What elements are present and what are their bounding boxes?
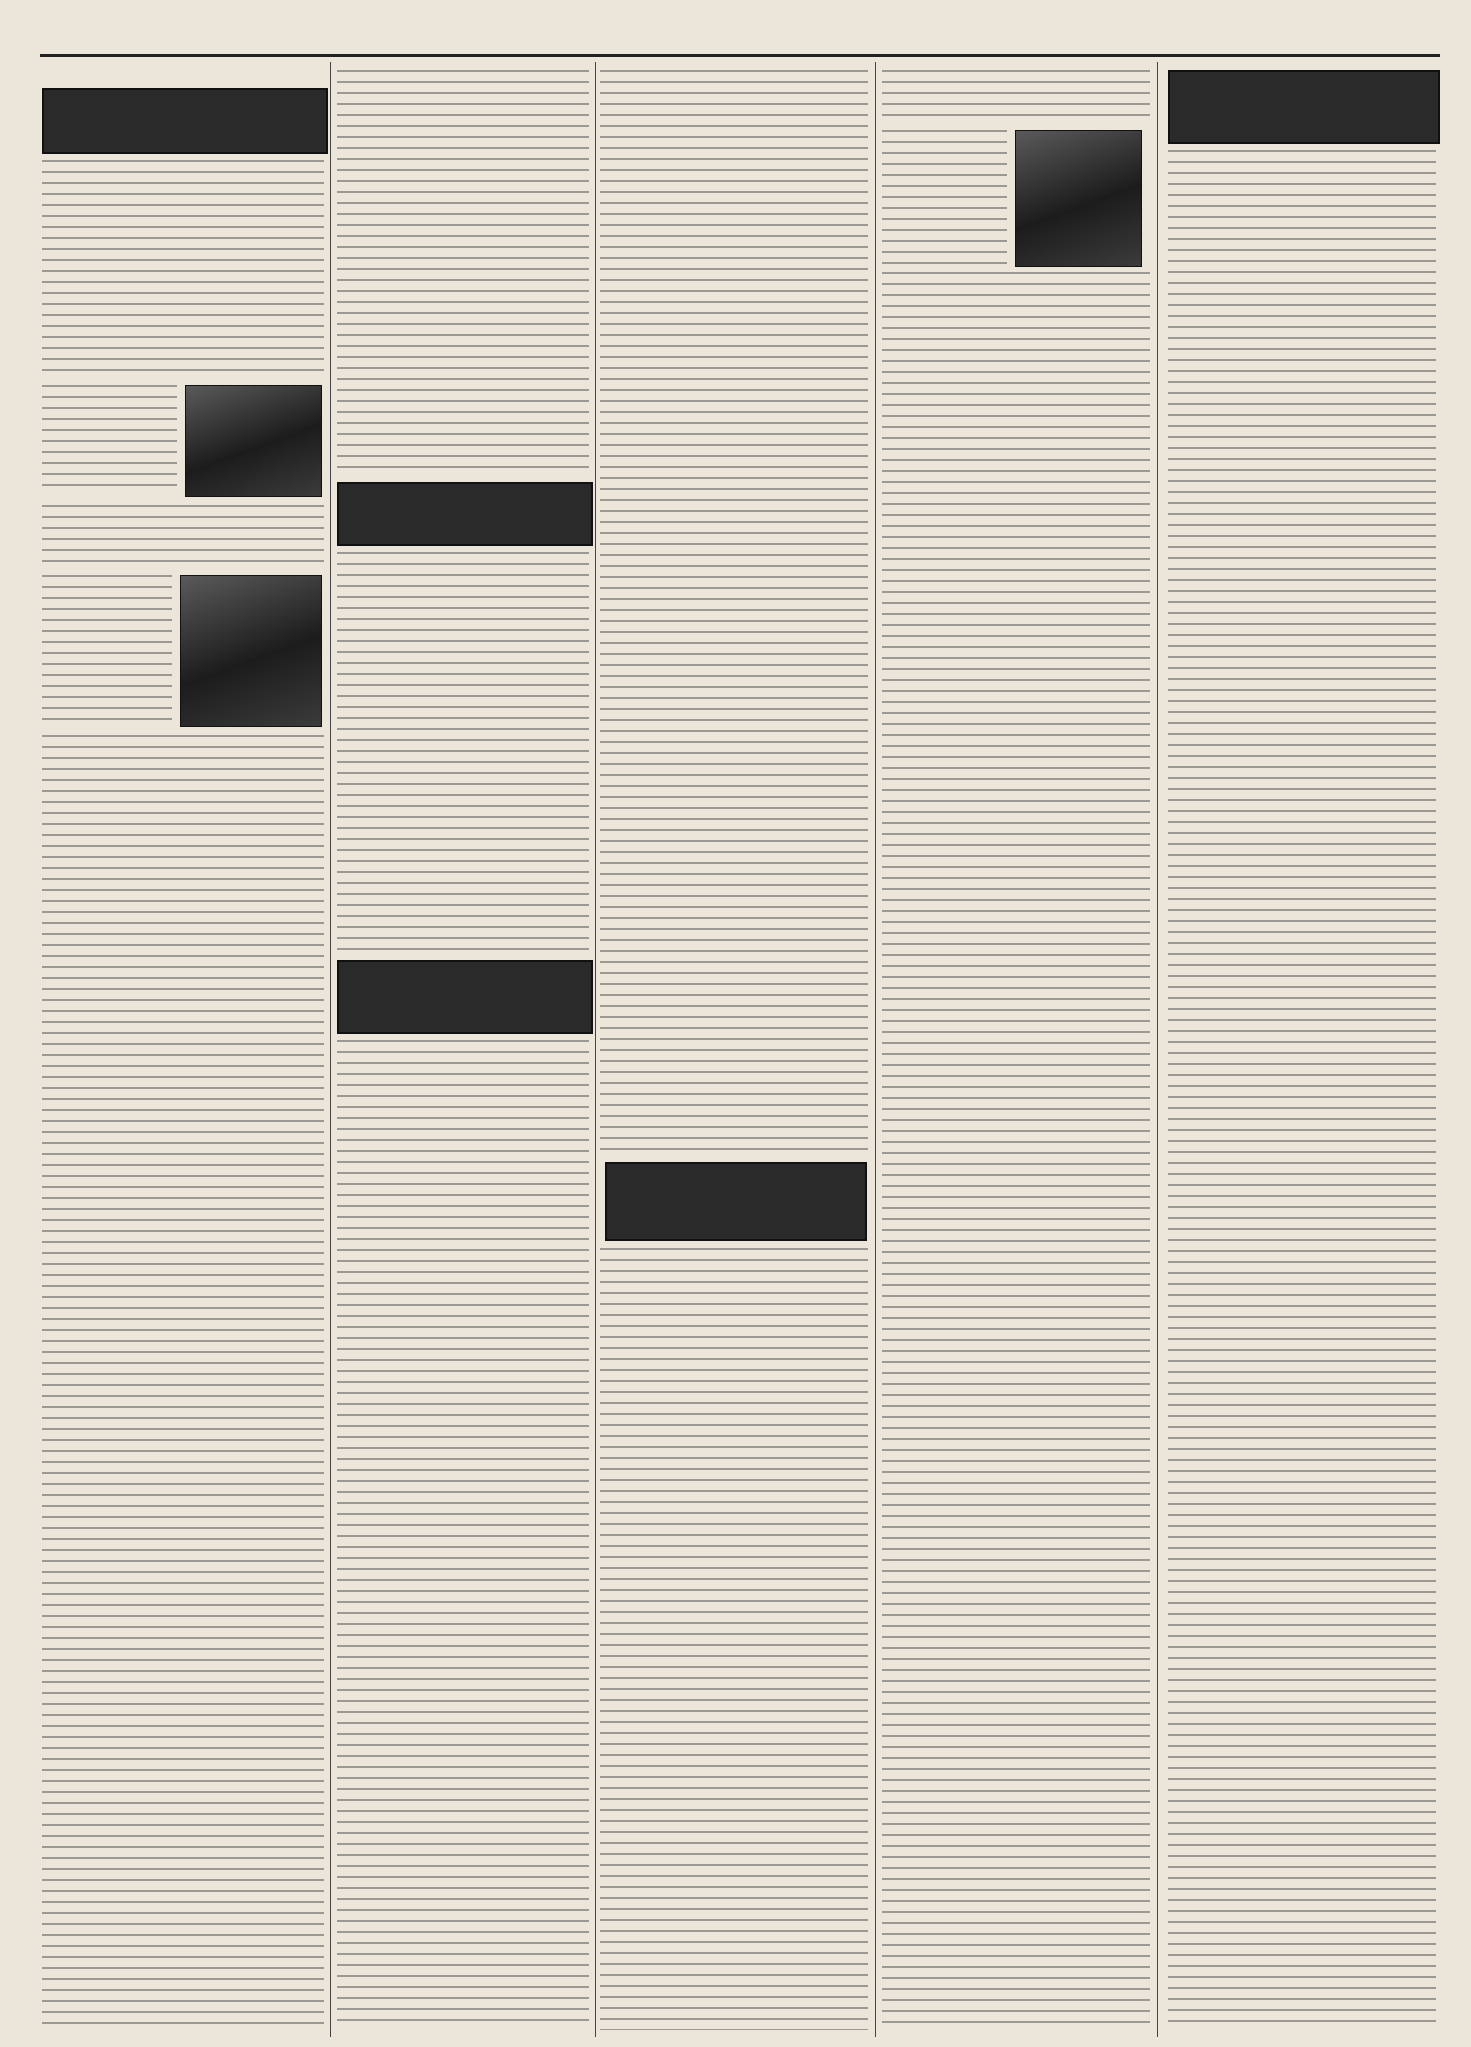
section-banner-center-lower: [605, 1162, 867, 1241]
column-text: [600, 1248, 868, 2030]
column-text: [882, 272, 1150, 2030]
column-text: [600, 70, 868, 1150]
column-text: [882, 130, 1007, 265]
column-divider: [1157, 62, 1158, 2037]
column-text: [337, 1040, 589, 2030]
column-text: [337, 552, 589, 952]
column-text: [882, 70, 1150, 125]
column-text: [42, 505, 324, 565]
column-divider: [330, 62, 331, 2037]
column-text: [42, 575, 172, 725]
column-text: [42, 385, 177, 495]
section-banner-center-upper: [337, 482, 593, 546]
portrait-photo: [185, 385, 322, 497]
portrait-photo: [1015, 130, 1142, 267]
page-header: [40, 30, 1440, 57]
column-divider: [595, 62, 596, 2037]
section-banner-right: [1168, 70, 1440, 144]
section-banner-left: [42, 88, 328, 154]
column-text: [337, 70, 589, 470]
column-text: [42, 735, 324, 2030]
right-column-text: [1168, 150, 1436, 2030]
column-text: [42, 160, 324, 380]
section-banner-center-middle: [337, 960, 593, 1034]
portrait-photo: [180, 575, 322, 727]
column-divider: [875, 62, 876, 2037]
